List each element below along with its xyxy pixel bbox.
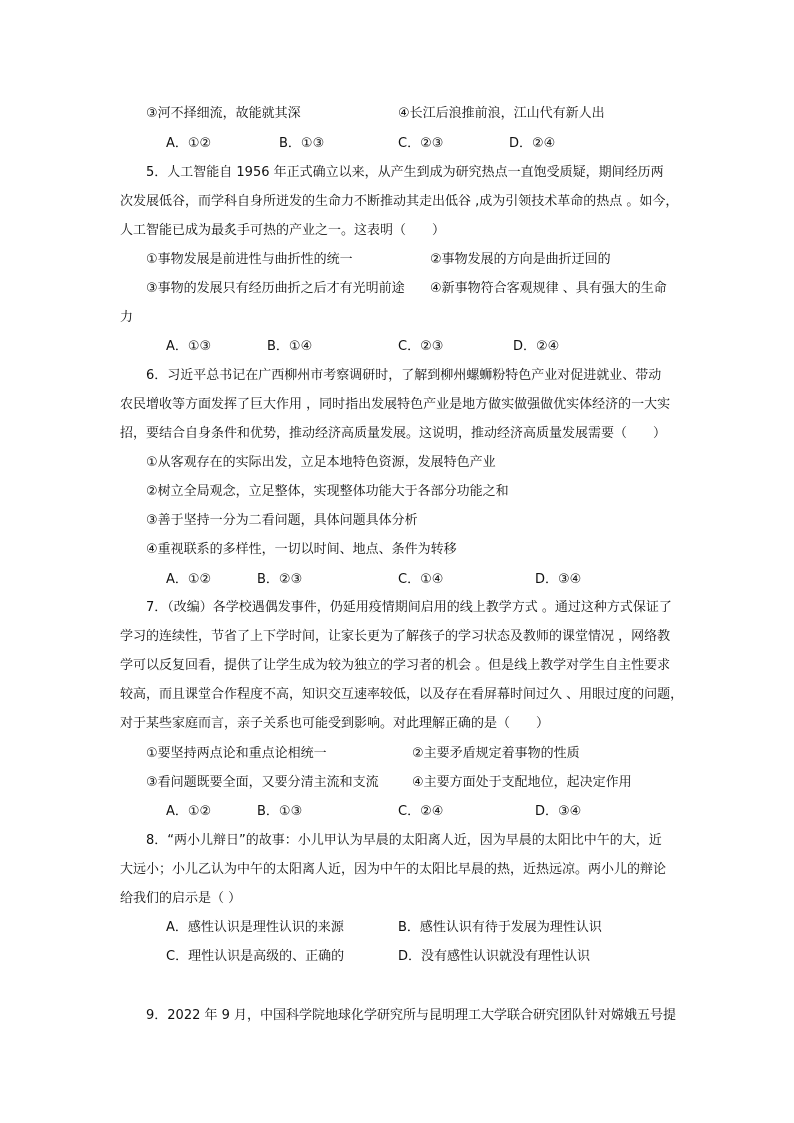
q7-option-a[interactable]: A．①② [166,804,212,819]
q6-option-b[interactable]: B．②③ [257,572,303,587]
q5-stem-line-3: 人工智能已成为最炙手可热的产业之一。这表明（ ） [120,223,446,238]
q6-option-a[interactable]: A．①② [166,572,212,587]
q5-statement-1: ①事物发展是前进性与曲折性的统一 [146,252,353,267]
q8-option-b[interactable]: B．感性认识有待于发展为理性认识 [398,920,602,935]
q6-statement-4: ④重视联系的多样性，一切以时间、地点、条件为转移 [146,542,457,557]
q4-option-c[interactable]: C．②③ [398,136,444,151]
q8-stem-line-3: 给我们的启示是（ ） [120,891,242,906]
q4-option-d[interactable]: D．②④ [509,136,556,151]
q4-option-b[interactable]: B．①③ [279,136,325,151]
q5-option-a[interactable]: A．①③ [166,339,212,354]
q8-option-c[interactable]: C．理性认识是高级的、正确的 [166,949,345,964]
q7-statement-1: ①要坚持两点论和重点论相统一 [146,746,327,761]
q4-statement-4: ④长江后浪推前浪，江山代有新人出 [398,106,605,121]
q5-statement-4-wrap: 力 [120,310,134,325]
q4-option-a[interactable]: A．①② [166,136,212,151]
q7-option-c[interactable]: C．②④ [398,804,444,819]
q5-statement-2: ②事物发展的方向是曲折迂回的 [430,252,611,267]
q7-statement-3: ③看问题既要全面，又要分清主流和支流 [146,775,379,790]
q7-statement-4: ④主要方面处于支配地位，起决定作用 [412,775,632,790]
q7-stem-line-3: 学可以反复回看，提供了让学生成为较为独立的学习者的机会 。但是线上教学对学生自主性要求 [120,658,671,673]
q7-option-d[interactable]: D．③④ [535,804,582,819]
q5-option-d[interactable]: D．②④ [513,339,560,354]
q6-stem-line-2: 农民增收等方面发挥了巨大作用 ，同时指出发展特色产业是地方做实做强做优实体经济的一大实 [120,397,671,412]
q6-stem-line-1: 6．习近平总书记在广西柳州市考察调研时，了解到柳州螺蛳粉特色产业对促进就业、带动 [146,368,662,383]
q6-statement-1: ①从客观存在的实际出发，立足本地特色资源，发展特色产业 [146,455,496,470]
q5-statement-3: ③事物的发展只有经历曲折之后才有光明前途 [146,281,405,296]
q8-option-a[interactable]: A．感性认识是理性认识的来源 [166,920,344,935]
q7-statement-2: ②主要矛盾规定着事物的性质 [412,746,580,761]
q8-option-d[interactable]: D．没有感性认识就没有理性认识 [398,949,591,964]
q5-option-c[interactable]: C．②③ [398,339,444,354]
q7-option-b[interactable]: B．①③ [257,804,303,819]
q5-statement-4: ④新事物符合客观规律 、具有强大的生命 [430,281,667,296]
q7-stem-line-1: 7．（改编）各学校遇偶发事件，仍延用疫情期间启用的线上教学方式 。通过这种方式保证了 [146,600,672,615]
q6-stem-line-3: 招，要结合自身条件和优势，推动经济高质量发展。这说明，推动经济高质量发展需要（ ） [120,426,667,441]
q9-stem-line-1: 9．2022 年 9 月，中国科学院地球化学研究所与昆明理工大学联合研究团队针对嫦娥五号提 [146,1008,677,1023]
q5-option-b[interactable]: B．①④ [267,339,313,354]
q7-stem-line-4: 较高，而且课堂合作程度不高，知识交互速率较低，以及存在看屏幕时间过久 、用眼过度的问题， [120,687,684,702]
q5-stem-line-1: 5．人工智能自 1956 年正式确立以来，从产生到成为研究热点一直饱受质疑，期间经历两 [146,165,664,180]
q8-stem-line-1: 8．“两小儿辩日”的故事：小儿甲认为早晨的太阳离人近，因为早晨的太阳比中午的大，近 [146,833,662,848]
q7-stem-line-2: 学习的连续性，节省了上下学时间，让家长更为了解孩子的学习状态及教师的课堂情况 ，网络教 [120,629,671,644]
q8-stem-line-2: 大远小；小儿乙认为中午的太阳离人近，因为中午的太阳比早晨的热，近热远凉。两小儿的辩论 [120,862,667,877]
q6-option-c[interactable]: C．①④ [398,572,444,587]
q6-option-d[interactable]: D．③④ [535,572,582,587]
q4-statement-3: ③河不择细流，故能就其深 [146,106,301,121]
q6-statement-2: ②树立全局观念，立足整体，实现整体功能大于各部分功能之和 [146,484,509,499]
q7-stem-line-5: 对于某些家庭而言，亲子关系也可能受到影响。对此理解正确的是（ ） [120,716,550,731]
q5-stem-line-2: 次发展低谷，而学科自身所迸发的生命力不断推动其走出低谷 ,成为引领技术革命的热点 。如今， [120,194,679,209]
q6-statement-3: ③善于坚持一分为二看问题，具体问题具体分析 [146,513,418,528]
